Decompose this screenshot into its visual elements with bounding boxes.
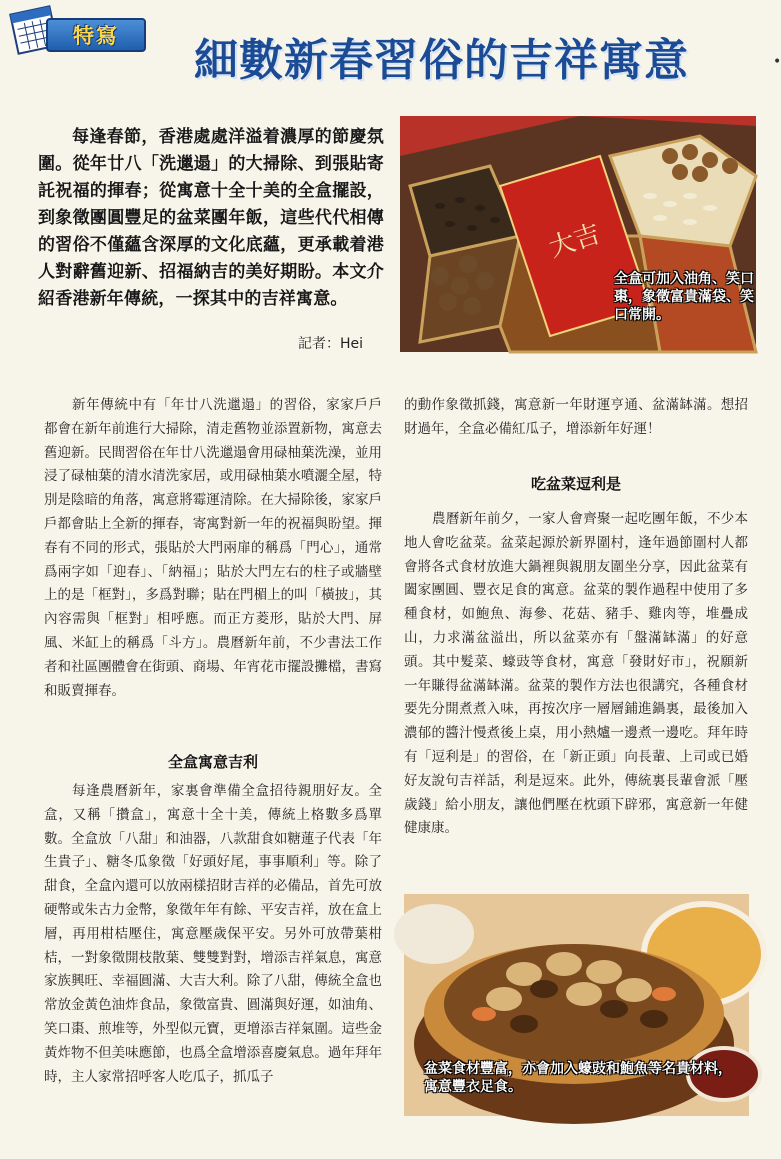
article-column-left <box>44 394 382 703</box>
article-column-right-2 <box>404 508 748 841</box>
paragraph-cleaning: 新年傳統中有「年廿八洗邋遢」的習俗，家家戶戶都會在新年前進行大掃除，清走舊物並添置新物，寓意去舊迎新。民間習俗在年廿八洗邋遢會用碌柚葉洗澡，並用浸了碌柚葉的清水清洗家居，或用碌柚葉水噴灑全屋，特別是陰暗的角落，寓意將霉運清除。在大掃除後，家家戶戶都會貼上全新的揮春，寄寓對新一年的祝福與盼望。揮春有不同的形式，張貼於大門兩扉的稱爲「門心」，通常爲兩字如「迎春」、「納福」；貼於大門左右的柱子或牆壁上的是「框對」，多爲對聯；貼在門楣上的叫「橫披」，其內容需與「框對」相呼應。而正方菱形，貼於大門、屏風、米缸上的稱爲「斗方」。農曆新年前，不少書法工作者和社區團體會在街頭、商場、年宵花市擺設攤檔，書寫和販賣揮春。 <box>44 397 382 699</box>
poon-choi-caption: 盆菜食材豐富，亦會加入蠔豉和鮑魚等名貴材料，寓意豐衣足食。 <box>424 1061 732 1095</box>
article-column-right <box>404 394 748 442</box>
article-intro <box>38 124 384 313</box>
subhead-candy-box: 全盒寓意吉利 <box>167 753 258 771</box>
header-dot: • <box>773 54 781 70</box>
paragraph-candy-box-cont: 的動作象徵抓錢，寓意新一年財運亨通、盆滿缽滿。想招財過年，全盒必備紅瓜子，增添新年好運！ <box>404 397 748 437</box>
poon-choi-photo <box>404 894 749 1116</box>
article-header <box>8 4 781 96</box>
paragraph-poon-choi: 農曆新年前夕，一家人會齊聚一起吃團年飯，不少本地人會吃盆菜。盆菜起源於新界圍村，逢年過節圍村人都會將各式食材放進大鍋裡與親朋友圍坐分享，因此盆菜有闔家團圓、豐衣足食的寓意。盆菜的製作過程中使用了多種食材，如鮑魚、海參、花菇、豬手、雞肉等，堆疊成山，力求滿盆溢出，所以盆菜亦有「盤滿缽滿」的好意頭。其中髮菜、蠔豉等食材，寓意「發財好市」，祝願新一年賺得盆滿缽滿。盆菜的製作方法也很講究，各種食材要先分開煮煮入味，再按次序一層層鋪進鍋裏，最後加入濃郁的醬汁慢煮後上桌，用小熱爐一邊煮一邊吃。拜年時有「逗利是」的習俗，在「新正頭」向長輩、上司或已婚好友說句吉祥話，利是逗來。此外，傳統裏長輩會派「壓歲錢」給小朋友，讓他們壓在枕頭下辟邪，寓意新一年健健康康。 <box>404 511 748 837</box>
page-title: 細數新春習俗的吉祥寓意 <box>194 35 689 86</box>
reporter-byline: 記者：Hei <box>298 336 364 352</box>
candy-box-caption: 全盒可加入油角、笑口棗，象徵富貴滿袋、笑口常開。 <box>614 271 754 323</box>
candy-box-photo <box>400 116 756 352</box>
feature-tag-label: 特寫 <box>73 24 119 48</box>
feature-tag <box>46 18 146 52</box>
article-column-left-2 <box>44 780 382 1089</box>
paragraph-candy-box: 每逢農曆新年，家裏會準備全盒招待親朋好友。全盒，又稱「攢盒」，寓意十全十美，傳統上格數多爲單數。全盒放「八甜」和油器，八款甜食如糖蓮子代表「年生貴子」、糖冬瓜象徵「好頭好尾，事事順利」等。除了甜食，全盒內還可以放兩樣招財吉祥的必備品，首先可放硬幣或朱古力金幣，象徵年年有餘、平安吉祥，放在盒上層，再用柑桔壓住，寓意壓歲保平安。另外可放帶葉柑桔，一對象徵開枝散葉、雙雙對對，增添吉祥氣息，寓意家族興旺、幸福圓滿、大吉大利。除了八甜，傳統全盒也常放金黃色油炸食品，象徵富貴、圓滿與好運，如油角、笑口棗、煎堆等，外型似元寶，更增添吉祥氣圍。這些金黃炸物不但美味應節，也爲全盒增添喜慶氣息。過年拜年時，主人家常招呼客人吃瓜子，抓瓜子 <box>44 783 382 1085</box>
svg-text:大吉: 大吉 <box>545 218 605 264</box>
subhead-poon-choi: 吃盆菜逗利是 <box>530 475 621 493</box>
intro-paragraph: 每逢春節，香港處處洋溢着濃厚的節慶氛圍。從年廿八「洗邋遢」的大掃除、到張貼寄託祝福的揮春；從寓意十全十美的全盒擺設，到象徵團圓豐足的盆菜團年飯，這些代代相傳的習俗不僅蘊含深厚的文化底蘊，更承載着港人對辭舊迎新、招福納吉的美好期盼。本文介紹香港新年傳統，一探其中的吉祥寓意。 <box>38 127 384 309</box>
